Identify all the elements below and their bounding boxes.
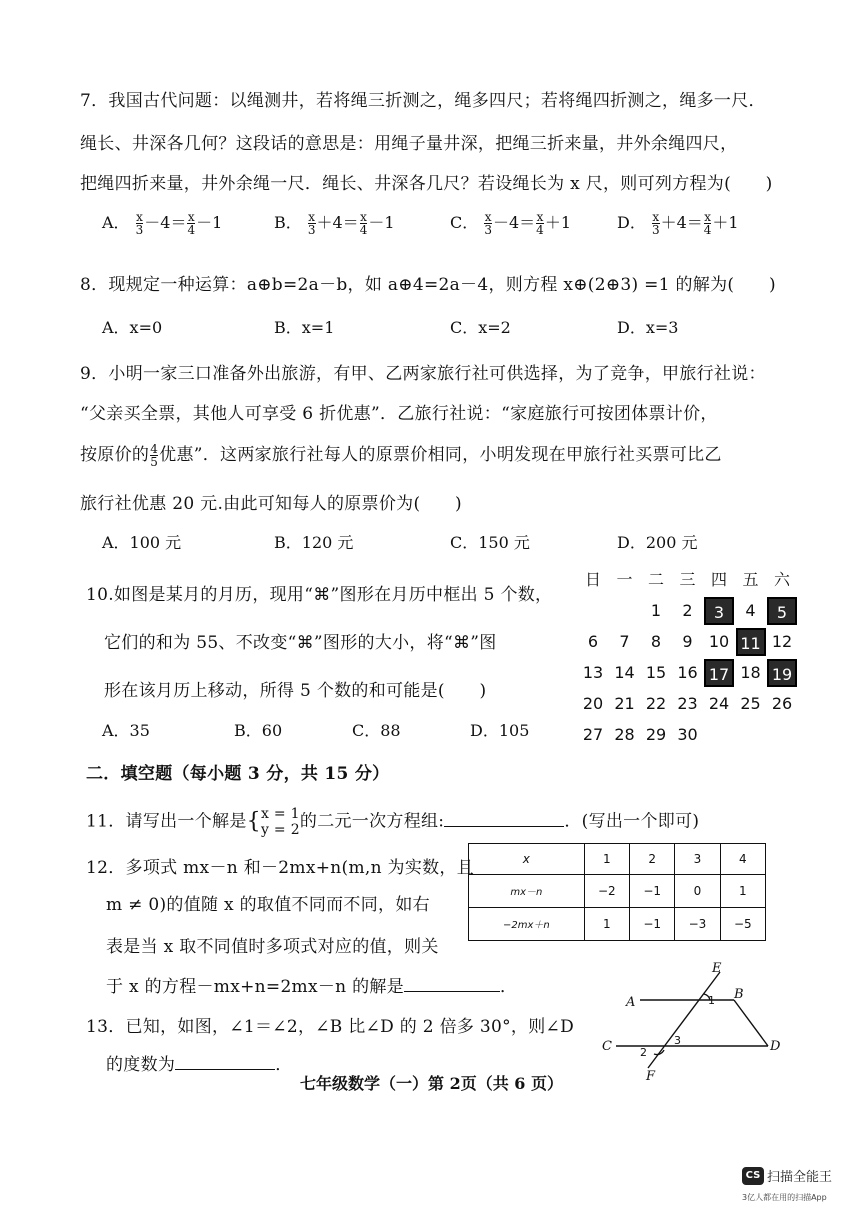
q13-line1: 13．已知，如图，∠1＝∠2，∠B 比∠D 的 2 倍多 30°，则∠D <box>86 1017 575 1037</box>
calendar-header: 六 <box>773 570 790 589</box>
fraction: $\frac{x}{4}$ <box>359 210 368 237</box>
calendar-day: 30 <box>677 725 698 744</box>
calendar-day: 17 <box>704 659 734 687</box>
scanner-logo <box>742 1165 832 1185</box>
calendar-day: 26 <box>771 694 793 713</box>
calendar-day: 18 <box>740 663 761 682</box>
table-cell: 2 <box>630 844 675 875</box>
calendar-day: 8 <box>650 632 662 651</box>
q7-option-c: C． $\frac{x}{3}$ －4＝ $\frac{x}{4}$ ＋1 <box>450 210 571 237</box>
q8-option-a: A．x=0 <box>102 318 163 337</box>
equation-system: x = 1 y = 2 <box>260 806 300 838</box>
table-cell: x <box>469 844 585 875</box>
fraction: $\frac{x}{3}$ <box>484 210 492 237</box>
q10-line1: 10.如图是某月的月历，现用“⌘”图形在月历中框出 5 个数， <box>86 585 553 605</box>
values-table <box>468 843 766 941</box>
calendar-day: 7 <box>619 632 630 651</box>
answer-blank <box>404 977 500 992</box>
table-cell: mx－n <box>469 874 585 907</box>
calendar-day: 10 <box>708 632 730 651</box>
calendar-day: 11 <box>736 628 766 656</box>
calendar-day: 16 <box>677 663 698 682</box>
calendar-day: 2 <box>682 601 693 620</box>
table-cell: 1 <box>584 844 629 875</box>
table-cell: −5 <box>720 907 765 940</box>
option-label: A． <box>102 213 130 232</box>
calendar-header: 三 <box>679 570 696 589</box>
calendar-header: 一 <box>616 570 633 589</box>
calendar-day: 28 <box>614 725 635 744</box>
fraction: $\frac{x}{4}$ <box>536 210 544 237</box>
section-title: 二．填空题（每小题 3 分，共 15 分） <box>86 764 390 784</box>
calendar-day: 29 <box>645 725 667 744</box>
q7-option-d: D． $\frac{x}{3}$ ＋4＝ $\frac{x}{4}$ ＋1 <box>617 210 739 237</box>
table-cell: −1 <box>630 874 675 907</box>
label-a: A <box>626 995 636 1010</box>
calendar-day: 21 <box>614 694 635 713</box>
calendar-day: 15 <box>645 663 667 682</box>
calendar-day: 25 <box>740 694 761 713</box>
fraction: $\frac{x}{4}$ <box>703 210 712 237</box>
scanner-tagline: 3亿人都在用的扫描App <box>742 1193 827 1202</box>
page-footer: 七年级数学（一）第 2页（共 6 页） <box>300 1074 563 1093</box>
q7-line3: 把绳四折来量，井外余绳一尺．绳长、井深各几尺？若设绳长为 x 尺，则可列方程为( ) <box>80 174 773 194</box>
q9-option-c: C．150 元 <box>450 533 530 552</box>
label-d: D <box>770 1039 781 1054</box>
calendar-header: 日 <box>584 570 601 589</box>
scanner-name: 扫描全能王 <box>767 1170 833 1185</box>
label-angle3: 3 <box>674 1034 681 1047</box>
q10-line2: 它们的和为 55、不改变“⌘”图形的大小，将“⌘”图 <box>104 633 497 653</box>
table-cell: 1 <box>584 907 629 940</box>
calendar-day: 27 <box>582 725 604 744</box>
calendar-day: 1 <box>650 601 662 620</box>
calendar-header: 二 <box>647 570 664 589</box>
fraction: $\frac{x}{3}$ <box>307 210 316 237</box>
table-cell: −3 <box>675 907 720 940</box>
q12-line1: 12．多项式 mx－n 和－2mx+n(m,n 为实数，且 <box>86 858 475 878</box>
q9-option-b: B．120 元 <box>274 533 354 552</box>
q8-option-c: C．x=2 <box>450 318 511 337</box>
calendar-day: 12 <box>771 632 793 651</box>
q8-line1: 8．现规定一种运算：a⊕b=2a－b，如 a⊕4=2a－4，则方程 x⊕(2⊕3) =1 的解为( ) <box>80 275 776 295</box>
q10-option-a: A．35 <box>102 721 150 740</box>
q10-option-b: B．60 <box>234 721 283 740</box>
q12-line2: m ≠ 0)的值随 x 的取值不同而不同，如右 <box>106 895 430 915</box>
q10-option-d: D．105 <box>470 721 530 740</box>
q9-line4: 旅行社优惠 20 元.由此可知每人的原票价为( ) <box>80 494 462 514</box>
table-row <box>469 844 766 875</box>
calendar-header: 四 <box>710 570 727 589</box>
table-cell: −2 <box>584 874 629 907</box>
label-f: F <box>646 1069 656 1082</box>
q8-option-d: D．x=3 <box>617 318 679 337</box>
q11-line: 11．请写出一个解是{ x = 1 y = 2 的二元一次方程组: ．(写出一个即可) <box>86 806 700 838</box>
table-cell: 3 <box>675 844 720 875</box>
q7-option-b: B． $\frac{x}{3}$ ＋4＝ $\frac{x}{4}$ －1 <box>274 210 395 237</box>
q9-option-d: D．200 元 <box>617 533 698 552</box>
label-b: B <box>734 987 744 1002</box>
calendar-day: 23 <box>677 694 698 713</box>
calendar-day: 4 <box>745 601 756 620</box>
label-c: C <box>602 1039 612 1054</box>
q9-line1: 9．小明一家三口准备外出旅游，有甲、乙两家旅行社可供选择，为了竞争，甲旅行社说： <box>80 364 766 384</box>
geometry-figure <box>596 958 800 1082</box>
calendar-day: 3 <box>704 597 734 625</box>
calendar-day: 20 <box>582 694 604 713</box>
fraction: $\frac{x}{3}$ <box>135 210 144 237</box>
answer-blank <box>175 1055 275 1070</box>
fraction: $\frac{4}{5}$ <box>150 442 159 469</box>
q7-option-a: A． $\frac{x}{3}$ －4＝ $\frac{x}{4}$ －1 <box>102 210 223 237</box>
q10-option-c: C．88 <box>352 721 401 740</box>
cs-badge: CS <box>742 1167 764 1185</box>
segment-bd <box>734 1000 768 1046</box>
q10-line3: 形在该月历上移动，所得 5 个数的和可能是( ) <box>104 681 487 701</box>
q8-option-b: B．x=1 <box>274 318 335 337</box>
calendar-day: 19 <box>767 659 797 687</box>
q7-line1: 7．我国古代问题：以绳测井，若将绳三折测之，绳多四尺；若将绳四折测之，绳多一尺． <box>80 91 766 111</box>
label-angle2: 2 <box>640 1046 647 1059</box>
q12-line3: 表是当 x 取不同值时多项式对应的值，则关 <box>106 937 439 957</box>
q13-line2: 的度数为 ． <box>106 1055 293 1075</box>
table-cell: −1 <box>630 907 675 940</box>
table-row <box>469 907 766 940</box>
calendar-day: 24 <box>708 694 730 713</box>
label-angle1: 1 <box>708 994 715 1007</box>
q7-line2: 绳长、井深各几何？这段话的意思是：用绳子量井深，把绳三折来量，井外余绳四尺， <box>80 134 738 154</box>
table-cell: 0 <box>675 874 720 907</box>
q12-line4: 于 x 的方程－mx+n=2mx－n 的解是 ． <box>106 977 518 997</box>
table-cell: −2mx＋n <box>469 907 585 940</box>
table-row <box>469 874 766 907</box>
q9-option-a: A．100 元 <box>102 533 182 552</box>
calendar-day: 5 <box>767 597 797 625</box>
calendar-day: 9 <box>682 632 693 651</box>
calendar-day: 6 <box>587 632 599 651</box>
table-cell: 1 <box>720 874 765 907</box>
calendar-day: 22 <box>645 694 667 713</box>
calendar-day: 13 <box>582 663 604 682</box>
q9-line2: “父亲买全票，其他人可享受 6 折优惠”．乙旅行社说：“家庭旅行可按团体票计价， <box>80 404 718 424</box>
calendar-day: 14 <box>614 663 635 682</box>
answer-blank <box>444 812 564 827</box>
fraction: $\frac{x}{4}$ <box>187 210 196 237</box>
fraction: $\frac{x}{3}$ <box>651 210 660 237</box>
q9-line3: 按原价的 $\frac{4}{5}$ 优惠”．这两家旅行社每人的原票价相同，小明发现在甲旅行社买票可比乙 <box>80 442 722 469</box>
label-e: E <box>712 961 722 976</box>
table-cell: 4 <box>720 844 765 875</box>
calendar-header: 五 <box>742 570 759 589</box>
